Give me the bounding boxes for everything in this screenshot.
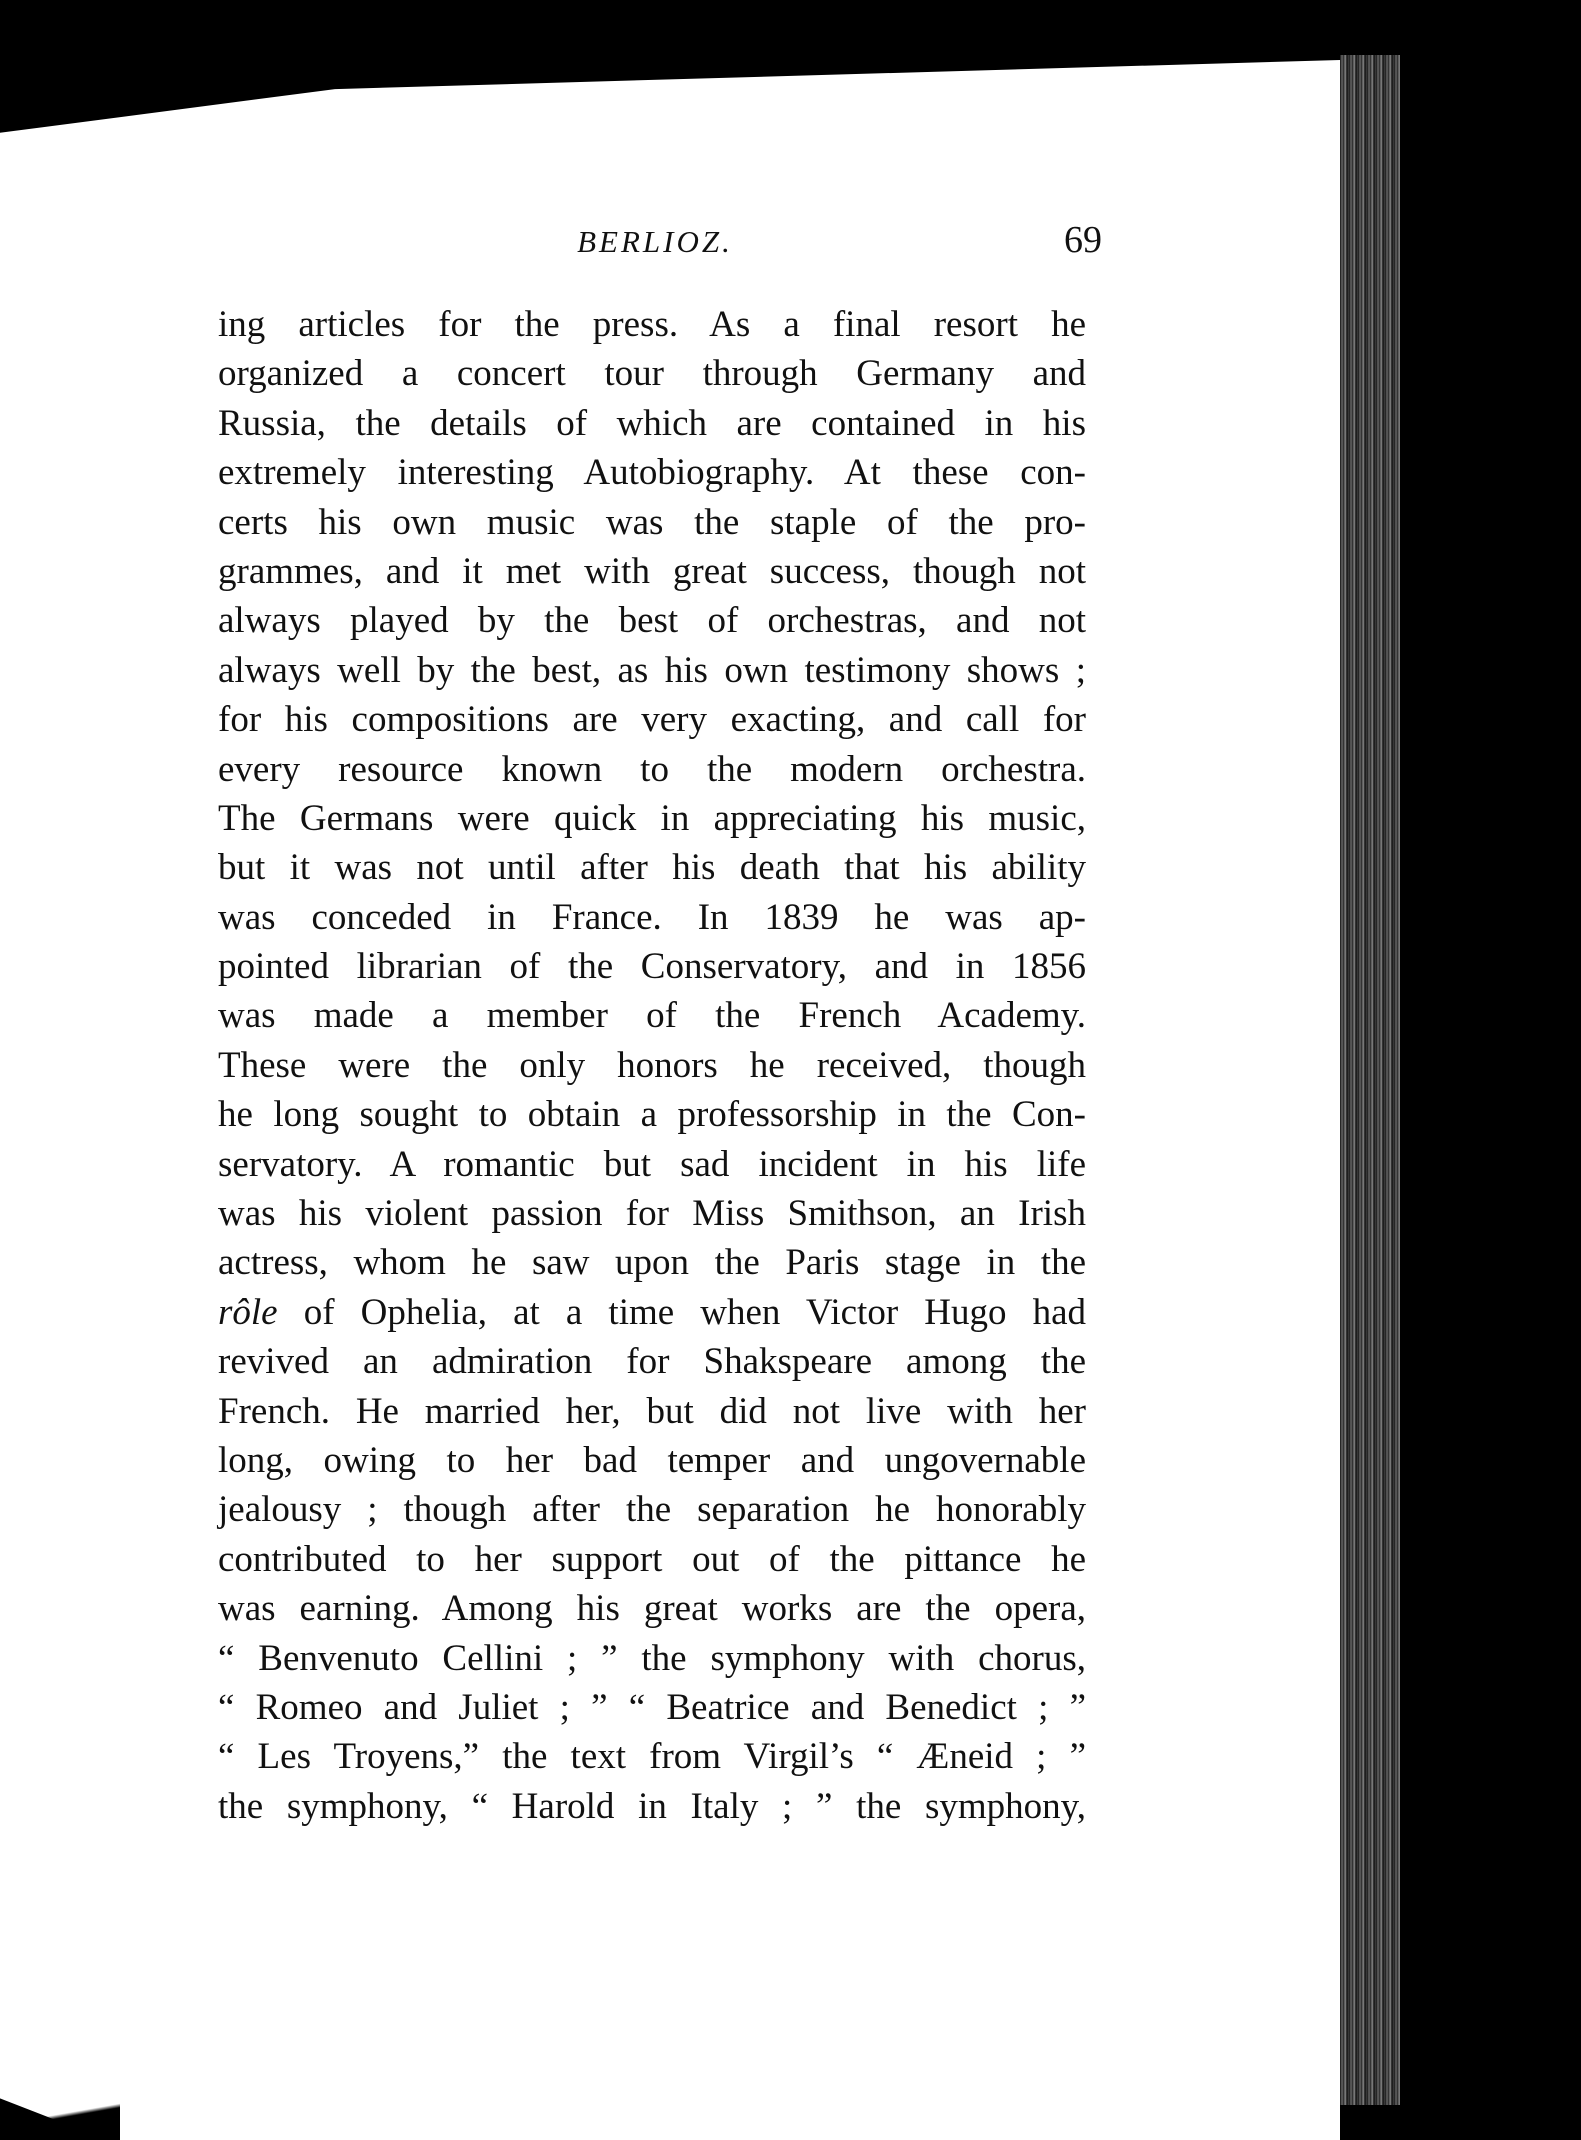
running-title: BERLIOZ.	[577, 224, 733, 259]
italic-word: rôle	[218, 1291, 278, 1333]
text-line: for his compositions are very exacting, and call for	[218, 699, 1086, 741]
book-page-edges	[1340, 55, 1400, 2105]
text-line: grammes, and it met with great success, though not	[218, 550, 1086, 592]
text-line: contributed to her support out of the pittance he	[218, 1538, 1086, 1580]
text-line: he long sought to obtain a professorship in the Con-	[218, 1094, 1086, 1136]
text-line: revived an admiration for Shakspeare among the	[218, 1341, 1086, 1383]
text-line: Russia, the details of which are contained in his	[218, 402, 1086, 444]
text-line: servatory. A romantic but sad incident in his life	[218, 1143, 1086, 1185]
text-line: These were the only honors he received, though	[218, 1044, 1086, 1086]
text-line: was his violent passion for Miss Smithson, an Irish	[218, 1193, 1086, 1235]
text-line: “ Romeo and Juliet ; ” “ Beatrice and Benedict ; ”	[218, 1686, 1086, 1728]
text-line: “ Les Troyens,” the text from Virgil’s “ Æneid ; ”	[218, 1736, 1086, 1778]
text-line: extremely interesting Autobiography. At these con-	[218, 452, 1086, 494]
line-text: of Ophelia, at a time when Victor Hugo had	[277, 1291, 1086, 1333]
text-line: jealousy ; though after the separation he honorably	[218, 1489, 1086, 1531]
text-line: ing articles for the press. As a final resort he	[218, 304, 1086, 345]
text-line: was made a member of the French Academy.	[218, 995, 1086, 1037]
text-line: pointed librarian of the Conservatory, and in 1856	[218, 946, 1086, 988]
text-line: the symphony, “ Harold in Italy ; ” the symphony,	[218, 1785, 1086, 1827]
text-line: certs his own music was the staple of the pro-	[218, 501, 1086, 543]
text-line	[218, 1288, 1086, 1337]
text-line: every resource known to the modern orchestra.	[218, 748, 1086, 790]
text-line: long, owing to her bad temper and ungovernable	[218, 1439, 1086, 1481]
text-line: “ Benvenuto Cellini ; ” the symphony with chorus,	[218, 1637, 1086, 1679]
scan-right-border	[1400, 0, 1581, 2140]
text-line: organized a concert tour through Germany and	[218, 353, 1086, 395]
running-head	[220, 218, 1102, 278]
text-line: always played by the best of orchestras, and not	[218, 600, 1086, 642]
text-line: actress, whom he saw upon the Paris stage in the	[218, 1242, 1086, 1284]
text-line: was earning. Among his great works are the opera,	[218, 1588, 1086, 1630]
text-line: The Germans were quick in appreciating his music,	[218, 797, 1086, 839]
scan-corner-shadow	[0, 2080, 120, 2140]
text-line: but it was not until after his death that his ability	[218, 847, 1086, 889]
text-line: French. He married her, but did not live with her	[218, 1390, 1086, 1432]
page-number: 69	[1064, 219, 1102, 261]
text-line: always well by the best, as his own testimony shows ;	[218, 649, 1086, 691]
body-text	[218, 300, 1086, 1831]
text-line: was conceded in France. In 1839 he was ap-	[218, 896, 1086, 938]
